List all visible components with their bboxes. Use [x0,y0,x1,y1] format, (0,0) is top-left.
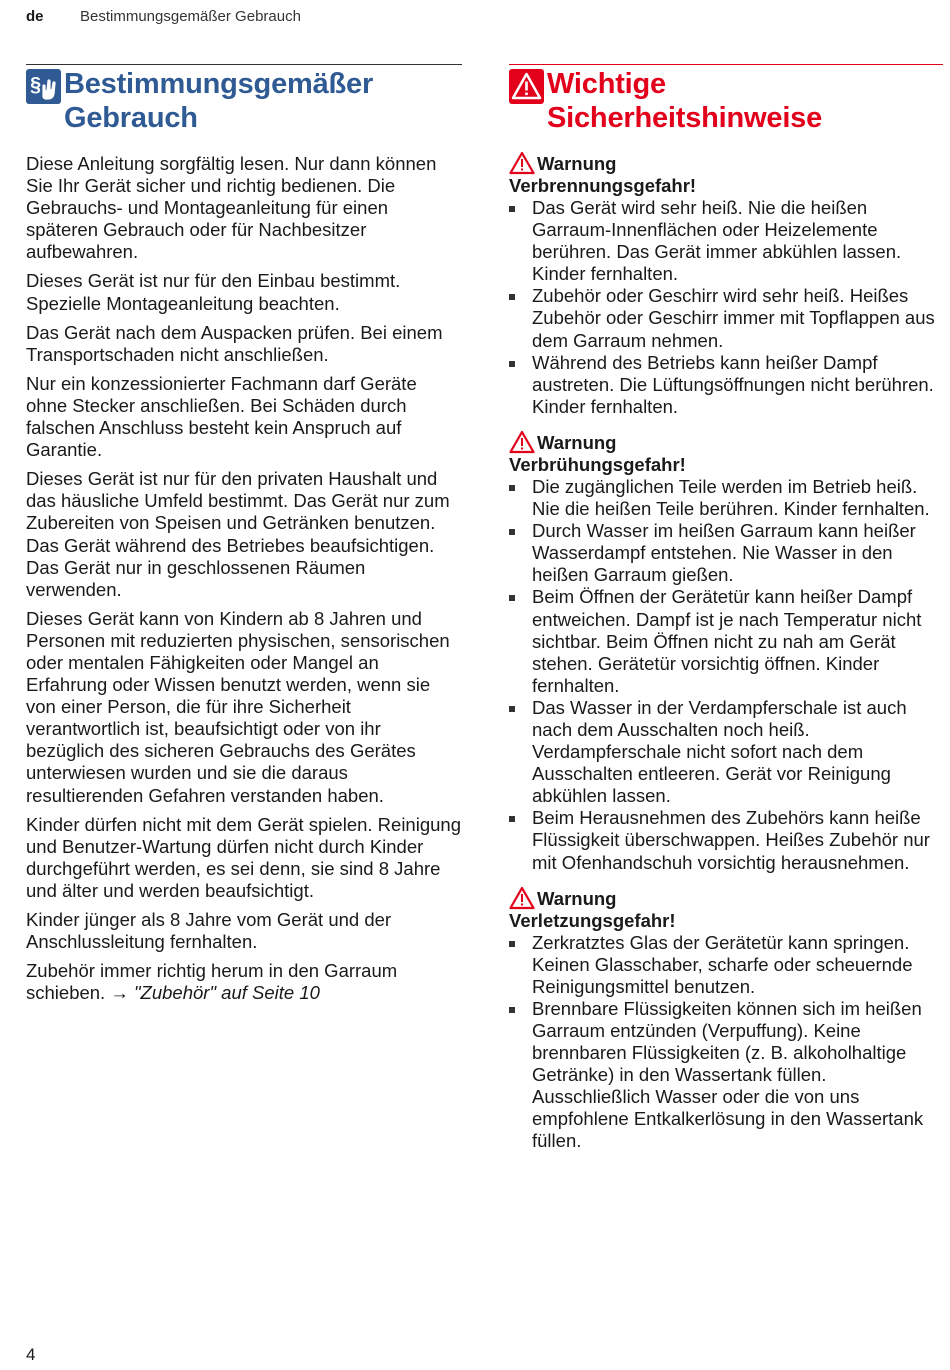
list-item-text: Durch Wasser im heißen Garraum kann heißer Wasserdampf entstehen. Nie Wasser in den heißen Garraum gießen. [532,520,916,586]
bullet-square-icon [509,294,515,300]
language-code: de [26,8,44,25]
paragraph: Das Gerät nach dem Auspacken prüfen. Bei einem Transportschaden nicht anschließen. [26,321,443,365]
warning-title-text: Warnung [537,887,617,909]
section-title-line1: Bestimmungsgemäßer [64,68,374,100]
paragraph-text: Zubehör immer richtig herum in den Garraum schieben. [26,960,398,1004]
bullet-square-icon [509,706,515,712]
section-title-line1: Wichtige [547,68,666,100]
warning-title [509,432,943,454]
bullet-square-icon [509,816,515,822]
warning-triangle-icon [509,151,535,175]
list-item [509,197,943,285]
paragraph: Diese Anleitung sorgfältig lesen. Nur dann können Sie Ihr Gerät sicher und richtig bedienen. Die Gebrauchs- und Montageanleitung für einen späteren Gebrauch oder für Nachbesitzer aufbewahren. [26,153,437,263]
list-item [509,697,943,807]
list-item [509,476,943,520]
section-title-line2: Gebrauch [64,102,198,134]
paragraph: Nur ein konzessionierter Fachmann darf Geräte ohne Stecker anschließen. Bei Schäden durch falschen Anschluss besteht kein Anspruch auf Garantie. [26,372,417,461]
warning-block [509,153,943,418]
list-item-text: Die zugänglichen Teile werden im Betrieb heiß. Nie die heißen Teile berühren. Kinder fernhalten. [532,475,930,520]
bullet-square-icon [509,1007,515,1013]
section-title [64,67,462,135]
bullet-square-icon [509,941,515,947]
bullet-square-icon [509,529,515,535]
reference-arrow-icon: → [110,982,129,1004]
list-item-text: Zerkratztes Glas der Gerätetür kann springen. Keinen Glasschaber, scharfe oder scheuernde Reinigungsmittel benutzen. [532,931,913,997]
warning-title-text: Warnung [537,431,617,453]
list-item-text: Während des Betriebs kann heißer Dampf austreten. Die Lüftungsöffnungen nicht berühren. Kinder fernhalten. [532,351,934,417]
list-item-text: Das Wasser in der Verdampferschale ist auch nach dem Ausschalten noch heiß. Verdampferschale nicht sofort nach dem Ausschalten entleeren. Gerät vor Reinigung abkühlen lassen. [532,696,907,807]
warning-hazard: Verbrennungsgefahr! [509,175,697,196]
warning-block [509,432,943,874]
list-item-text: Das Gerät wird sehr heiß. Nie die heißen Garraum-Innenflächen oder Heizelemente berühren. Das Gerät immer abkühlen lassen. Kinder fernhalten. [532,197,902,285]
safety-section [509,64,943,1167]
list-item [509,520,943,586]
paragraph-with-reference [26,960,462,1004]
intended-use-section [26,64,462,1011]
section-paragraph-hand-icon [26,69,61,104]
list-item [509,807,943,873]
list-item-text: Zubehör oder Geschirr wird sehr heiß. Heißes Zubehör oder Geschirr immer mit Topflappen aus dem Garraum nehmen. [532,285,935,351]
section-title [547,67,943,135]
svg-text:§: § [30,74,42,96]
page-number: 4 [26,1345,36,1364]
warning-triangle-icon [509,430,535,454]
paragraph: Kinder jünger als 8 Jahre vom Gerät und der Anschlussleitung fernhalten. [26,909,392,953]
paragraph: Kinder dürfen nicht mit dem Gerät spielen. Reinigung und Benutzer-Wartung dürfen nicht durch Kinder durchgeführt werden, es sei denn, sie sind 8 Jahre und älter und werden beaufsichtigt. [26,813,461,901]
bullet-square-icon [509,206,515,212]
section-heading [26,64,462,153]
running-header-title: Bestimmungsgemäßer Gebrauch [80,8,301,25]
section-body [26,153,462,1004]
list-item [509,285,943,351]
warning-hazard: Verbrühungsgefahr! [509,453,686,475]
list-item [509,586,943,696]
warning-title [509,888,943,910]
list-item-text: Beim Öffnen der Gerätetür kann heißer Dampf entweichen. Dampf ist je nach Temperatur nicht sichtbar. Beim Öffnen nicht zu nah am Gerät stehen. Gerätetür vorsichtig öffnen. Kinder fernhalten. [532,586,922,696]
list-item-text: Brennbare Flüssigkeiten können sich im heißen Garraum entzünden (Verpuffung). Keine brennbaren Flüssigkeiten (z. B. alkoholhaltige Getränke) in den Wassertank füllen. Ausschließlich Wasser oder die von uns empfohlene Entkalkerlösung in den Wassertank füllen. [532,997,924,1152]
warning-list [509,197,943,418]
paragraph: Dieses Gerät ist nur für den privaten Haushalt und das häusliche Umfeld bestimmt. Das Gerät nur zum Zubereiten von Speisen und Getränken benutzen. Das Gerät während des Betriebes beaufsichtigen. Das Gerät nur in geschlossenen Räumen verwenden. [26,468,450,600]
list-item-text: Beim Herausnehmen des Zubehörs kann heiße Flüssigkeit überschwappen. Heißes Zubehör nur mit Ofenhandschuh vorsichtig herausnehmen. [532,807,930,873]
cross-reference-link[interactable]: "Zubehör" auf Seite 10 [133,982,320,1004]
warning-title [509,153,943,175]
warning-list [509,476,943,874]
warning-title-text: Warnung [537,153,617,174]
list-item [509,998,943,1153]
paragraph: Dieses Gerät ist nur für den Einbau bestimmt. Spezielle Montageanleitung beachten. [26,270,401,314]
bullet-square-icon [509,485,515,491]
bullet-square-icon [509,361,515,367]
bullet-square-icon [509,595,515,601]
section-heading [509,64,943,153]
warning-block [509,888,943,1153]
paragraph: Dieses Gerät kann von Kindern ab 8 Jahren und Personen mit reduzierten physischen, sensorischen oder mentalen Fähigkeiten oder Mangel an Erfahrung oder Wissen benutzt werden, wenn sie von einer Person, die für ihre Sicherheit verantwortlich ist, beaufsichtigt oder von ihr bezüglich des sicheren Gebrauchs des Gerätes unterwiesen wurden und sie die daraus resultierenden Gefahren verstanden haben. [26,607,450,806]
warning-triangle-icon [509,69,544,104]
warning-triangle-icon [509,886,535,910]
warning-hazard: Verletzungsgefahr! [509,909,676,931]
warning-list [509,932,943,1153]
section-body [509,153,943,1153]
list-item [509,932,943,998]
list-item [509,352,943,418]
section-title-line2: Sicherheitshinweise [547,102,823,134]
